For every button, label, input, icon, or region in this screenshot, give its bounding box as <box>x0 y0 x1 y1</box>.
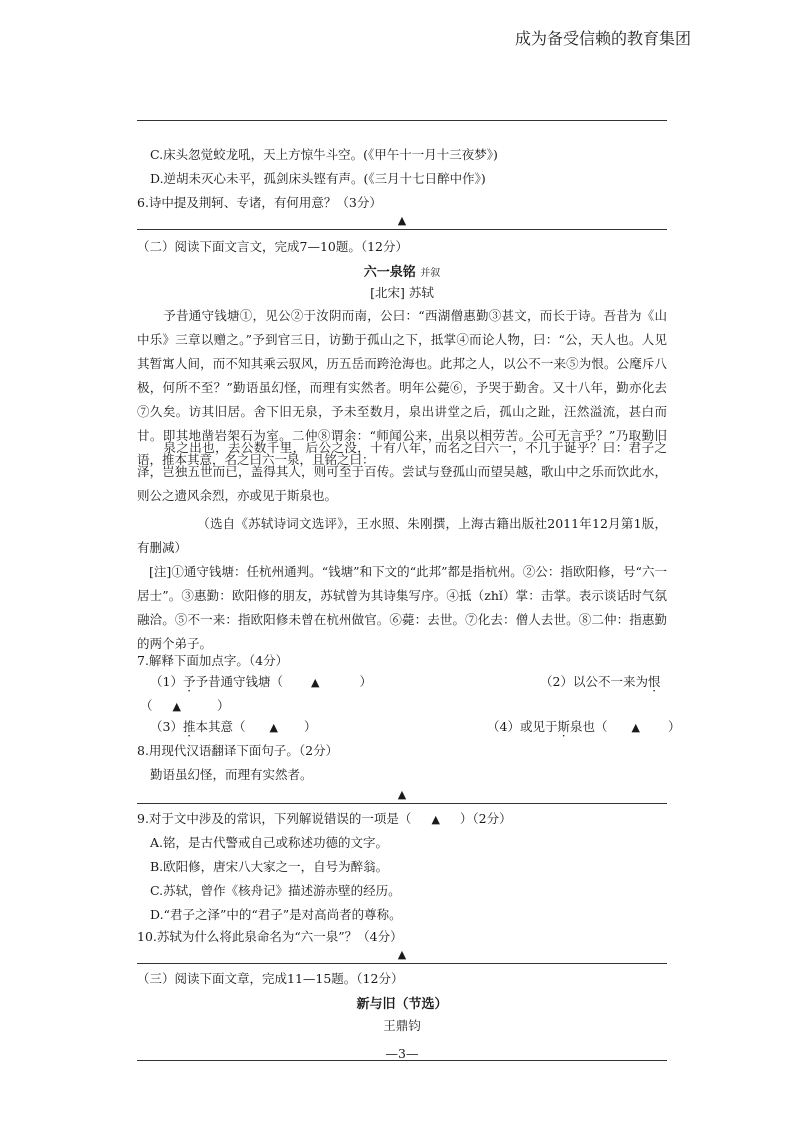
q7-item-1-text: 予昔通守钱塘（ <box>195 674 283 689</box>
q9-stem <box>137 810 512 829</box>
q7-item-3-num: （3） <box>150 719 183 734</box>
q6-answer-line <box>137 229 667 230</box>
q9-answer: ▲ <box>431 813 440 826</box>
q7-item-4-text: （4）或见于 <box>487 719 558 734</box>
section2-title-note: 并叙 <box>420 268 441 279</box>
q8-stem: 8.用现代汉语翻译下面句子。（2分） <box>137 743 339 758</box>
q7-item-4-text-2: 泉也（ <box>569 719 608 734</box>
section2-title: 六一泉铭 <box>363 265 416 280</box>
section3-title: 新与旧（节选） <box>356 997 448 1012</box>
q7-item-2-answer: ▲ <box>172 700 181 713</box>
q7-item-1-num: （1） <box>150 674 183 689</box>
section2-title-row <box>137 261 667 280</box>
section2-author: [北宋] 苏轼 <box>370 285 434 300</box>
q7-stem: 7.解释下面加点字。（4分） <box>137 653 289 668</box>
q9-stem-text: 9.对于文中涉及的常识，下列解说错误的一项是（ <box>137 811 412 826</box>
q7-item-3-dotted: 推 <box>182 719 196 734</box>
section3-author: 王鼎钧 <box>383 1018 421 1033</box>
section2-notes <box>137 560 667 656</box>
section2-paragraph-1-text: 予昔通守钱塘①，见公②于汝阴而南，公曰：“西湖僧惠勤③甚文，而长于诗。吾昔为《山中乐》三章以赠之。”予到官三日，访勤于孤山之下，抵掌④而论人物，曰：“公，天人也。人见其暂寓人间，而不知其乘云驭风，历五岳而跨沧海也。此邦之人，以公不一来⑤为恨。公麾斥八极，何所不至？”勤语虽幻怪，而理有实然者。明年公薨⑥，予哭于勤舍。又十八年，勤亦化去⑦久矣。访其旧居。舍下旧无泉，予未至数月，泉出讲堂之后，孤山之趾，汪然溢流，甚白而甘。即其地凿岩架石为室。二仲⑧谓余：“师闻公来，出泉以相劳苦。公可无言乎？”乃取勤旧语，推本其意，名之曰六一泉，且铭之曰： <box>137 308 667 467</box>
q9-option-a: A.铭，是古代警戒自己或称述功德的文字。 <box>150 835 389 850</box>
q7-item-3-answer: ▲ <box>269 721 278 734</box>
q7-item-2-dotted: 恨 <box>647 674 661 689</box>
q6-answer-mark: ▲ <box>397 214 407 227</box>
q7-item-2-close: ） <box>216 698 230 713</box>
q7-item-4-close: ） <box>667 719 681 734</box>
q5-option-d: D.逆胡未灭心未平，孤剑床头铿有声。(《三月十七日醉中作》) <box>150 171 486 186</box>
q7-item-2-answer-row <box>140 697 230 716</box>
header-rule <box>137 120 667 121</box>
q10-answer-mark: ▲ <box>397 948 407 961</box>
section3-intro: （三）阅读下面文章，完成11—15题。（12分） <box>137 971 404 986</box>
q7-item-2 <box>540 673 660 691</box>
q9-option-d: D.“君子之泽”中的“君子”是对高尚者的尊称。 <box>150 907 402 922</box>
q7-item-3-text: 本其意（ <box>195 719 246 734</box>
q5-option-c: C.床头忽觉蛟龙吼，天上方惊牛斗空。(《甲午十一月十三夜梦》) <box>150 147 498 162</box>
q7-item-4 <box>487 718 680 737</box>
section2-source-text: （选自《苏轼诗词文选评》，王水照、朱刚撰，上海古籍出版社2011年12月第1版，有删减） <box>137 516 667 555</box>
section2-source <box>137 512 667 560</box>
q7-item-1-answer: ▲ <box>310 676 320 689</box>
q10-answer-line <box>137 963 667 964</box>
q7-item-4-answer: ▲ <box>631 721 640 734</box>
q7-item-2-open: （ <box>140 698 153 713</box>
q7-item-4-dotted: 斯 <box>557 719 570 734</box>
section2-intro: （二）阅读下面文言文，完成7—10题。（12分） <box>137 239 409 254</box>
q7-item-2-text: （2）以公不一来为 <box>540 674 648 689</box>
q9-option-b: B.欧阳修，唐宋八大家之一，自号为醉翁。 <box>150 859 389 874</box>
q7-item-1 <box>150 673 372 692</box>
q8-answer-line <box>137 803 667 804</box>
q7-item-3-close: ） <box>303 719 317 734</box>
footer-rule <box>137 1060 667 1061</box>
q9-stem-score: ）（2分） <box>459 811 512 826</box>
q9-option-c: C.苏轼，曾作《核舟记》描述游赤壁的经历。 <box>150 883 401 898</box>
page-number: —3— <box>385 1046 419 1061</box>
q8-sentence: 勤语虽幻怪，而理有实然者。 <box>150 767 313 782</box>
section2-paragraph-2-text: 泉之出也，去公数千里，后公之没，十有八年，而名之曰六一，不几于诞乎？曰：君子之泽，岂独五世而已，盖得其人，则可至于百传。尝试与登孤山而望吴越，歌山中之乐而饮此水，则公之遗风余烈，亦或见于斯泉也。 <box>137 440 667 503</box>
section2-notes-text: [注]①通守钱塘：任杭州通判。“钱塘”和下文的“此邦”都是指杭州。②公：指欧阳修，号“六一居士”。③惠勤：欧阳修的朋友，苏轼曾为其诗集写序。④抵（zhǐ）掌：击掌。表示谈话时气氛融洽。⑤不一来：指欧阳修未曾在杭州做官。⑥薨：去世。⑦化去：僧人去世。⑧二仲：指惠勤的两个弟子。 <box>137 564 667 651</box>
header-brand: 成为备受信赖的教育集团 <box>514 29 691 48</box>
q10-stem: 10.苏轼为什么将此泉命名为“六一泉”？（4分） <box>137 929 403 944</box>
q8-answer-mark: ▲ <box>397 788 407 801</box>
q7-item-1-dotted: 予 <box>182 674 196 689</box>
q7-item-3 <box>150 718 316 737</box>
q6-stem: 6.诗中提及荆轲、专诸，有何用意？（3分） <box>137 195 382 210</box>
section2-paragraph-2 <box>137 436 667 508</box>
q7-item-1-close: ） <box>359 674 372 689</box>
